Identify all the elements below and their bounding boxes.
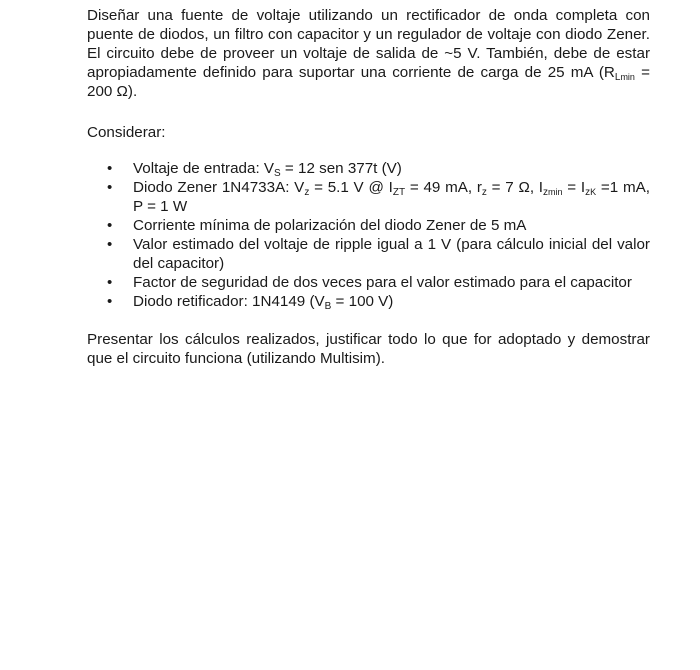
document-page [87, 6, 650, 368]
intro-paragraph [87, 6, 650, 101]
requirements-list [87, 159, 650, 311]
intro-text: Diseñar una fuente de voltaje utilizando un rectificador de onda completa con puente de diodos, un filtro con capacitor y un regulador de voltaje con diodo Zener. El circuito debe de proveer un voltaje de salida de ~5 V. También, debe de estar apropiadamente definido para suportar una corriente de carga de 25 mA [87, 7, 650, 81]
list-item-zener-min-current: • Corriente mínima de polarización del diodo Zener de 5 mA [87, 216, 650, 235]
closing-paragraph: Presentar los cálculos realizados, justificar todo lo que for adoptado y demostrar que el circuito funciona (utilizando Multisim). [87, 331, 650, 367]
list-item-safety-factor: • Factor de seguridad de dos veces para el valor estimado para el capacitor [87, 273, 650, 292]
consider-heading: Considerar: [87, 124, 166, 141]
list-item-input-voltage: • Voltaje de entrada: $V_S = 12$ sen 377t (V) [87, 159, 650, 178]
list-item-zener-diode: • Diodo Zener 1N4733A: $V_z = 5.1$ V @ $I_{ZT} = 49$ mA, $r_z = 7$ Ω, $I_{zmin} = I_{zK} =1$ mA, P = 1 W [87, 178, 650, 216]
load-resistance-spec: ($R_{Lmin} = 200$ Ω). [87, 64, 650, 100]
list-item-ripple-voltage: • Valor estimado del voltaje de ripple igual a 1 V (para cálculo inicial del valor del capacitor) [87, 235, 650, 273]
list-item-rectifier-diode: • Diodo retificador: 1N4149 ($V_B = 100$ V) [87, 292, 650, 311]
